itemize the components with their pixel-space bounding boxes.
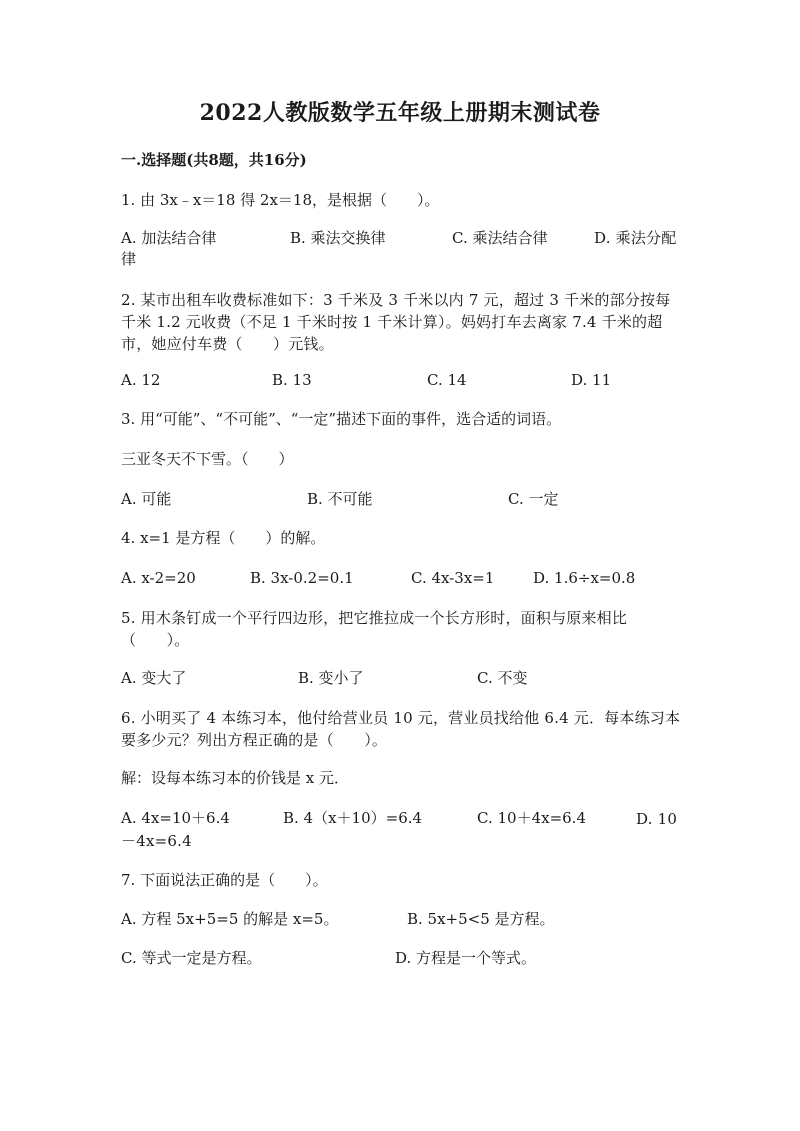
section-heading: 一.选择题(共8题，共16分): [121, 151, 307, 169]
page-title: 2022人教版数学五年级上册期末测试卷: [199, 100, 601, 126]
question-1-option-b: B. 乘法交换律: [290, 229, 386, 247]
question-3-stem: 3. 用“可能”、“不可能”、“一定”描述下面的事件，选合适的词语。: [121, 410, 562, 428]
question-6-option-b: B. 4（x＋10）=6.4: [283, 809, 423, 827]
question-6-option-d: D. 10－4x=6.4: [121, 810, 678, 850]
question-4-stem: 4. x=1 是方程（ ）的解。: [121, 529, 326, 547]
question-2-option-d: D. 11: [571, 371, 612, 389]
question-6-stem: 6. 小明买了 4 本练习本，他付给营业员 10 元，营业员找给他 6.4 元．每本练习本要多少元？列出方程正确的是（ ）。: [121, 709, 681, 749]
question-2-option-b: B. 13: [272, 371, 312, 389]
question-2-option-c: C. 14: [427, 371, 467, 389]
question-7-option-a: A. 方程 5x+5=5 的解是 x=5。: [121, 910, 339, 928]
question-3-option-b: B. 不可能: [307, 490, 373, 508]
question-4-option-b: B. 3x-0.2=0.1: [250, 569, 354, 587]
question-5-option-b: B. 变小了: [298, 669, 364, 687]
question-6-option-c: C. 10＋4x=6.4: [477, 809, 586, 827]
question-3-option-a: A. 可能: [121, 490, 172, 508]
question-5-option-c: C. 不变: [477, 669, 528, 687]
question-2-stem: 2. 某市出租车收费标准如下：3 千米及 3 千米以内 7 元，超过 3 千米的部分按每千米 1.2 元收费（不足 1 千米时按 1 千米计算）。妈妈打车去离家 7.4 千米的超市，她应付车费（ ）元钱。: [121, 291, 671, 353]
question-1-stem: 1. 由 3x﹣x＝18 得 2x＝18，是根据（ ）。: [121, 191, 440, 209]
question-5-stem: 5. 用木条钉成一个平行四边形，把它推拉成一个长方形时，面积与原来相比（ ）。: [121, 609, 628, 649]
question-7-option-b: B. 5x+5<5 是方程。: [407, 910, 555, 928]
question-3-option-c: C. 一定: [508, 490, 559, 508]
question-6-sub: 解：设每本练习本的价钱是 x 元．: [121, 769, 349, 787]
question-1-option-a: A. 加法结合律: [121, 229, 217, 247]
question-7-stem: 7. 下面说法正确的是（ ）。: [121, 871, 328, 889]
question-4-option-a: A. x-2=20: [121, 569, 196, 587]
question-2-option-a: A. 12: [121, 371, 161, 389]
question-5-option-a: A. 变大了: [121, 669, 187, 687]
question-6-option-a: A. 4x=10＋6.4: [121, 809, 230, 827]
question-1-option-c: C. 乘法结合律: [452, 229, 548, 247]
question-4-option-d: D. 1.6÷x=0.8: [533, 569, 636, 587]
question-3-sub: 三亚冬天不下雪。（ ）: [121, 450, 294, 468]
question-7-option-c: C. 等式一定是方程。: [121, 949, 262, 967]
question-7-option-d: D. 方程是一个等式。: [395, 949, 537, 967]
question-4-option-c: C. 4x-3x=1: [411, 569, 495, 587]
question-1-option-d: D. 乘法分配律: [121, 229, 677, 268]
